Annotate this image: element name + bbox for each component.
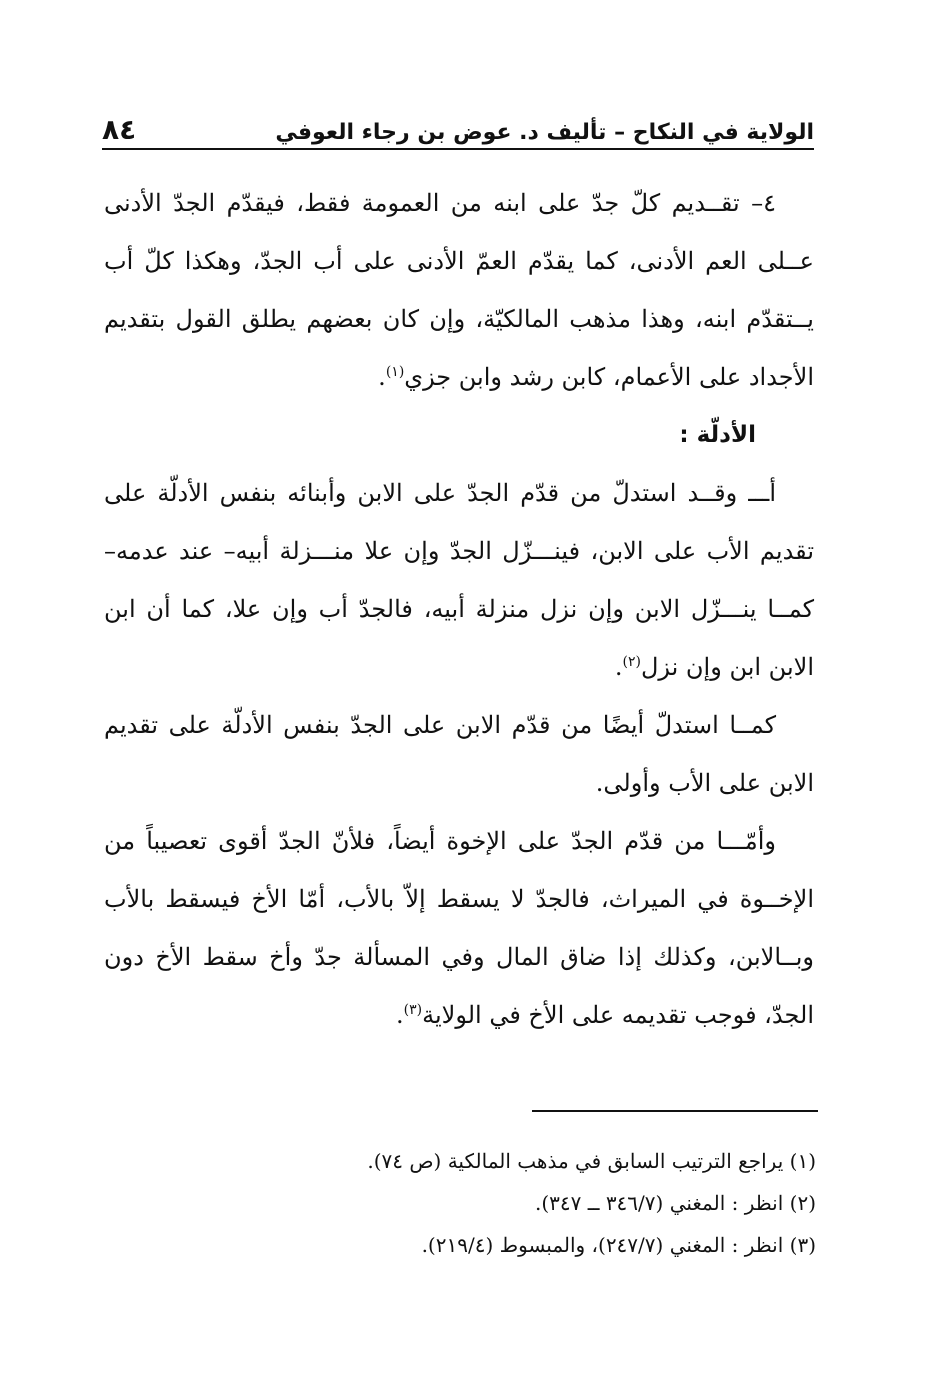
paragraph-1-end: . bbox=[378, 363, 386, 391]
footnote-ref-2: (٢) bbox=[622, 654, 641, 670]
paragraph-4-end: . bbox=[395, 1001, 404, 1029]
main-text bbox=[104, 174, 814, 1044]
footnote-2: (٢) انظر : المغني (٣٤٦/٧ ــ ٣٤٧). bbox=[534, 1191, 816, 1215]
paragraph-2-end: . bbox=[614, 653, 623, 681]
paragraph-3 bbox=[104, 696, 814, 812]
paragraph-2-text: أـــ وقــد استدلّ من قدّم الجدّ على الابن وأبنائه بنفس الأدلّة على تقديم الأب على الابن، فينـــزّل الجدّ وإن علا منـــزلة أبيه– عند عدمه– كمــا ينـــزّل الابن وإن نزل منزلة أبيه، فالجدّ أب وإن علا، كما أن ابن الابن ابن وإن نزل bbox=[104, 479, 814, 681]
paragraph-1 bbox=[104, 174, 814, 406]
paragraph-2 bbox=[104, 464, 814, 696]
paragraph-1-text: ٤– تقــدیم كلّ جدّ على ابنه من العمومة فقط، فيقدّم الجدّ الأدنى عــلى العم الأدنى، كما يقدّم العمّ الأدنى على أب الجدّ، وهكذا كلّ أب يــتقدّم ابنه، وهذا مذهب المالكيّة، وإن كان بعضهم يطلق القول بتقديم الأجداد على الأعمام، كابن رشد وابن جزي bbox=[104, 189, 814, 391]
paragraph-4-text: وأمّـــا من قدّم الجدّ على الإخوة أيضاً، فلأنّ الجدّ أقوى تعصيباً من الإخــوة في الميراث، فالجدّ لا يسقط إلاّ بالأب، أمّا الأخ فيسقط بالأب وبــالابن، وكذلك إذا ضاق المال وفي المسألة جدّ وأخ سقط الأخ دون الجدّ، فوجب تقديمه على الأخ في الولاية bbox=[104, 827, 814, 1029]
footnotes bbox=[104, 1140, 816, 1266]
footnote-ref-3: (٣) bbox=[403, 1002, 423, 1018]
page-number: ٨٤ bbox=[102, 113, 137, 146]
page-header bbox=[102, 104, 814, 150]
paragraph-4 bbox=[104, 812, 814, 1044]
paragraph-3-text: كمــا استدلّ أيضًا من قدّم الابن على الجدّ بنفس الأدلّة على تقديم الابن على الأب وأولى. bbox=[104, 711, 814, 797]
section-heading: الأدلّة : bbox=[679, 422, 756, 448]
footnote-ref-1: (١) bbox=[385, 364, 405, 380]
footnote-1: (١) يراجع الترتيب السابق في مذهب المالكية (ص ٧٤). bbox=[367, 1149, 816, 1173]
footnote-3: (٣) انظر : المغني (٢٤٧/٧)، والمبسوط (٢١٩/٤). bbox=[421, 1233, 816, 1257]
running-title: الولاية في النكاح – تأليف د. عوض بن رجاء العوفي bbox=[275, 120, 814, 145]
footnote-separator bbox=[532, 1110, 818, 1112]
